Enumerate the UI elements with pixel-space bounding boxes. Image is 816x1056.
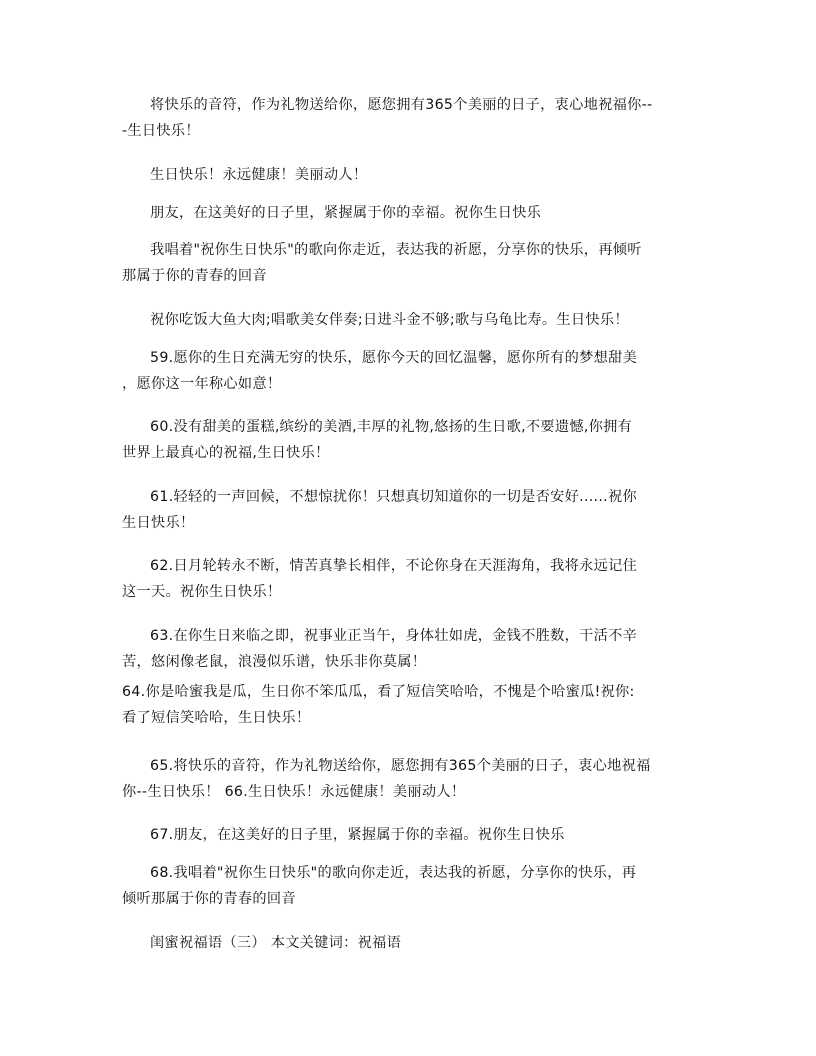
paragraph-line: 你--生日快乐！ 66.生日快乐！永远健康！美丽动人！ [122, 784, 466, 800]
paragraph-3 [122, 200, 704, 226]
paragraph-line: 59.愿你的生日充满无穷的快乐，愿你今天的回忆温馨，愿你所有的梦想甜美 [150, 350, 638, 366]
paragraph-line: 68.我唱着"祝你生日快乐"的歌向你走近，表达我的祈愿，分享你的快乐，再 [150, 865, 637, 881]
paragraph-line: 朋友，在这美好的日子里，紧握属于你的幸福。祝你生日快乐 [150, 205, 542, 221]
paragraph-line: 67.朋友，在这美好的日子里，紧握属于你的幸福。祝你生日快乐 [150, 827, 565, 843]
paragraph-line: 将快乐的音符，作为礼物送给你，愿您拥有365个美丽的日子，衷心地祝福你-- [150, 97, 653, 113]
paragraph-59 [122, 345, 704, 397]
paragraph-64 [122, 679, 704, 731]
paragraph-line: 闺蜜祝福语（三） 本文关键词：祝福语 [150, 935, 402, 951]
paragraph-65 [122, 753, 704, 805]
paragraph-line: 生日快乐！ [122, 515, 195, 531]
paragraph-63 [122, 623, 704, 675]
paragraph-line: 那属于你的青春的回音 [122, 268, 267, 284]
paragraph-62 [122, 553, 704, 605]
paragraph-line: 这一天。祝你生日快乐！ [122, 584, 282, 600]
paragraph-1 [122, 92, 704, 144]
paragraph-67 [122, 822, 704, 848]
paragraph-line: 世界上最真心的祝福,生日快乐！ [122, 445, 330, 461]
paragraph-line: 61.轻轻的一声回候，不想惊扰你！只想真切知道你的一切是否安好......祝你 [150, 489, 637, 505]
paragraph-keywords [122, 930, 704, 956]
paragraph-line: 生日快乐！永远健康！美丽动人！ [150, 167, 368, 183]
paragraph-2 [122, 162, 704, 188]
paragraph-line: 苦，悠闲像老鼠，浪漫似乐谱，快乐非你莫属！ [122, 654, 427, 670]
paragraph-line: 60.没有甜美的蛋糕,缤纷的美酒,丰厚的礼物,悠扬的生日歌,不要遗憾,你拥有 [150, 419, 633, 435]
paragraph-line: ，愿你这一年称心如意！ [122, 376, 282, 392]
paragraph-4 [122, 237, 704, 289]
paragraph-line: 63.在你生日来临之即，祝事业正当午，身体壮如虎，金钱不胜数，干活不辛 [150, 628, 638, 644]
paragraph-line: 我唱着"祝你生日快乐"的歌向你走近，表达我的祈愿，分享你的快乐，再倾听 [150, 242, 642, 258]
paragraph-60 [122, 414, 704, 466]
paragraph-line: 看了短信笑哈哈，生日快乐！ [122, 710, 311, 726]
paragraph-line: 倾听那属于你的青春的回音 [122, 891, 296, 907]
paragraph-line: 64.你是哈蜜我是瓜，生日你不笨瓜瓜，看了短信笑哈哈，不愧是个哈蜜瓜!祝你: [122, 684, 635, 700]
paragraph-line: 62.日月轮转永不断，情苦真挚长相伴，不论你身在天涯海角，我将永远记住 [150, 558, 638, 574]
paragraph-line: 65.将快乐的音符，作为礼物送给你，愿您拥有365个美丽的日子，衷心地祝福 [150, 758, 651, 774]
paragraph-line: 祝你吃饭大鱼大肉;唱歌美女伴奏;日进斗金不够;歌与乌龟比寿。生日快乐！ [150, 312, 629, 328]
paragraph-line: -生日快乐！ [122, 123, 200, 139]
paragraph-61 [122, 484, 704, 536]
paragraph-68 [122, 860, 704, 912]
paragraph-5 [122, 307, 704, 333]
